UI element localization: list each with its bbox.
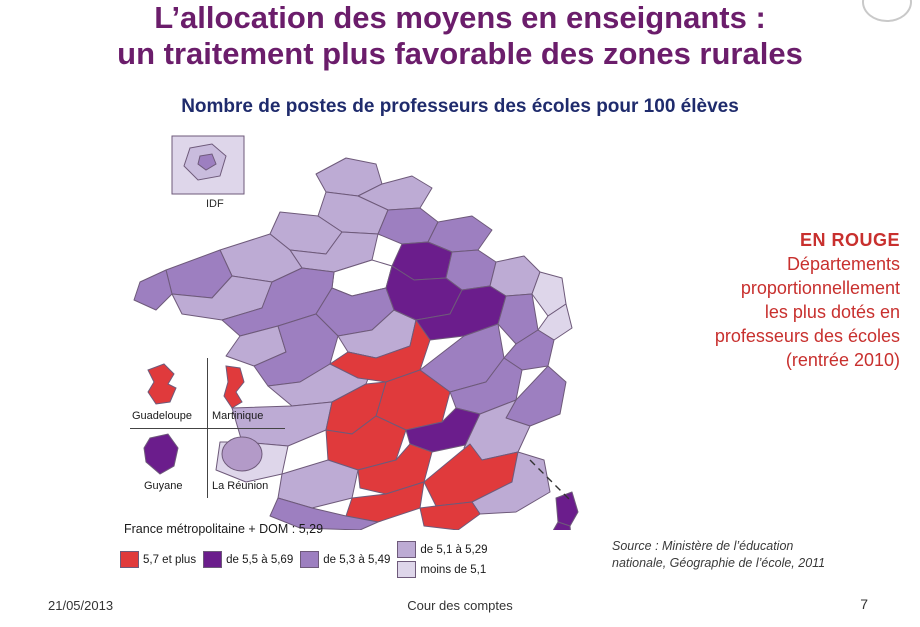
legend-title: France métropolitaine + DOM : 5,29 [124,522,324,536]
dom-divider-horizontal [130,428,285,429]
callout-line-5: (rentrée 2010) [785,350,900,370]
dom-label-guadeloupe: Guadeloupe [132,410,192,422]
legend-item [397,541,487,558]
legend-item [300,551,390,568]
legend-item [397,561,487,578]
legend-label: de 5,1 à 5,29 [420,543,488,556]
title-line-2: un traitement plus favorable des zones rurales [117,36,803,71]
source-line-2: nationale, Géographie de l’école, 2011 [612,556,826,570]
dom-label-la-reunion: La Réunion [212,480,269,492]
legend-swatch-icon [397,561,416,578]
footer-page-number: 7 [860,596,868,612]
choropleth-map [120,130,600,595]
footer-organization: Cour des comptes [407,598,513,613]
legend-items [120,541,550,581]
source-line-1: Source : Ministère de l’éducation [612,539,794,553]
legend-label: de 5,3 à 5,49 [323,553,391,566]
legend-label: 5,7 et plus [143,553,197,566]
legend-swatch-icon [203,551,222,568]
idf-inset-label: IDF [206,198,224,210]
subtitle: Nombre de postes de professeurs des écoles pour 100 élèves [181,96,739,117]
legend-label: moins de 5,1 [420,563,487,576]
callout-line-2: proportionnellement [740,278,900,298]
callout-line-3: les plus dotés en [764,302,900,322]
callout-heading: EN ROUGE [799,230,900,250]
map-legend [120,522,550,581]
callout-line-4: professeurs des écoles [714,326,900,346]
page-title [0,0,920,72]
title-line-1: L’allocation des moyens en enseignants : [154,0,766,35]
legend-column [397,541,494,581]
legend-swatch-icon [120,551,139,568]
legend-item [203,551,293,568]
dom-inset [130,358,285,498]
dom-label-guyane: Guyane [144,480,183,492]
legend-label: de 5,5 à 5,69 [226,553,294,566]
legend-swatch-icon [397,541,416,558]
legend-callout [600,228,900,372]
callout-line-1: Départements [786,254,900,274]
source-note [612,538,872,572]
footer-date: 21/05/2013 [48,598,114,613]
legend-swatch-icon [300,551,319,568]
legend-item [120,551,196,568]
dom-label-martinique: Martinique [212,410,264,422]
